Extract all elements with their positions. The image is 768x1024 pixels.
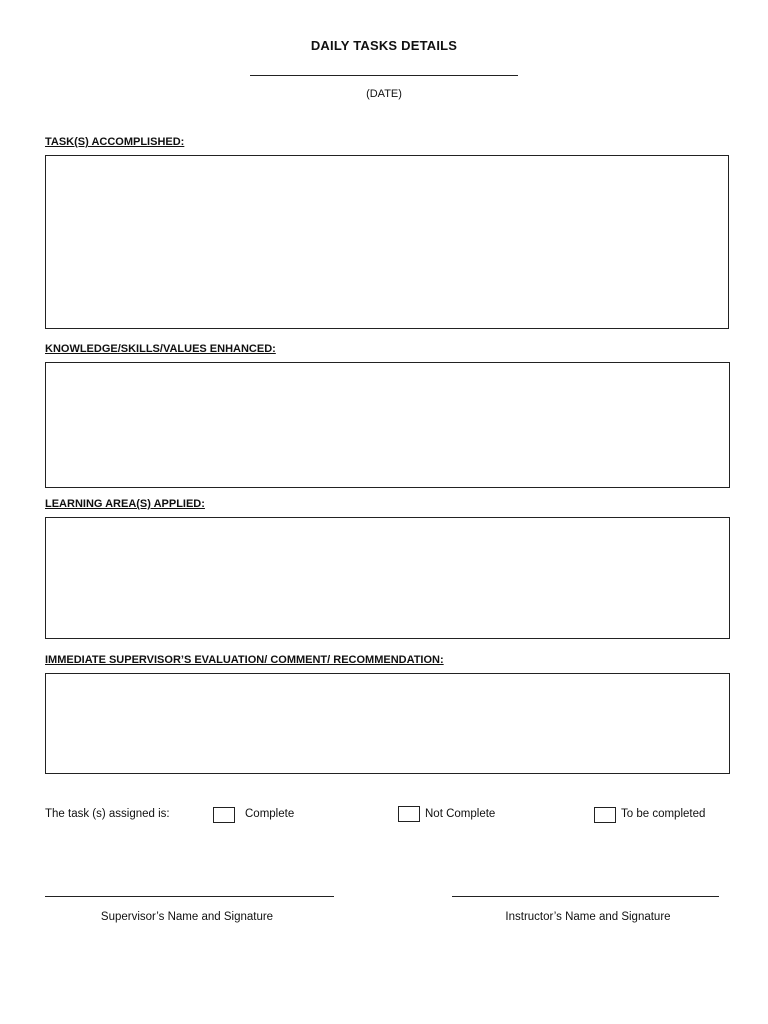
learning-areas-field[interactable] <box>45 517 730 639</box>
to-be-completed-label: To be completed <box>621 808 706 820</box>
learning-areas-label: LEARNING AREA(S) APPLIED: <box>45 498 205 510</box>
task-status-prompt: The task (s) assigned is: <box>45 808 170 820</box>
supervisor-evaluation-label: IMMEDIATE SUPERVISOR’S EVALUATION/ COMMENT/ RECOMMENDATION: <box>45 654 444 666</box>
page-title: DAILY TASKS DETAILS <box>310 38 458 53</box>
date-input-line[interactable] <box>250 75 518 76</box>
instructor-signature-line[interactable] <box>452 896 719 897</box>
instructor-signature-label: Instructor’s Name and Signature <box>505 911 671 923</box>
not-complete-checkbox[interactable] <box>398 806 420 822</box>
to-be-completed-checkbox[interactable] <box>594 807 616 823</box>
tasks-accomplished-label: TASK(S) ACCOMPLISHED: <box>45 136 185 148</box>
supervisor-signature-label: Supervisor’s Name and Signature <box>100 911 274 923</box>
knowledge-skills-field[interactable] <box>45 362 730 488</box>
knowledge-skills-label: KNOWLEDGE/SKILLS/VALUES ENHANCED: <box>45 343 276 355</box>
tasks-accomplished-field[interactable] <box>45 155 729 329</box>
complete-checkbox[interactable] <box>213 807 235 823</box>
supervisor-evaluation-field[interactable] <box>45 673 730 774</box>
complete-label: Complete <box>245 808 295 820</box>
not-complete-label: Not Complete <box>425 808 496 820</box>
supervisor-signature-line[interactable] <box>45 896 334 897</box>
date-label: (DATE) <box>366 88 402 100</box>
